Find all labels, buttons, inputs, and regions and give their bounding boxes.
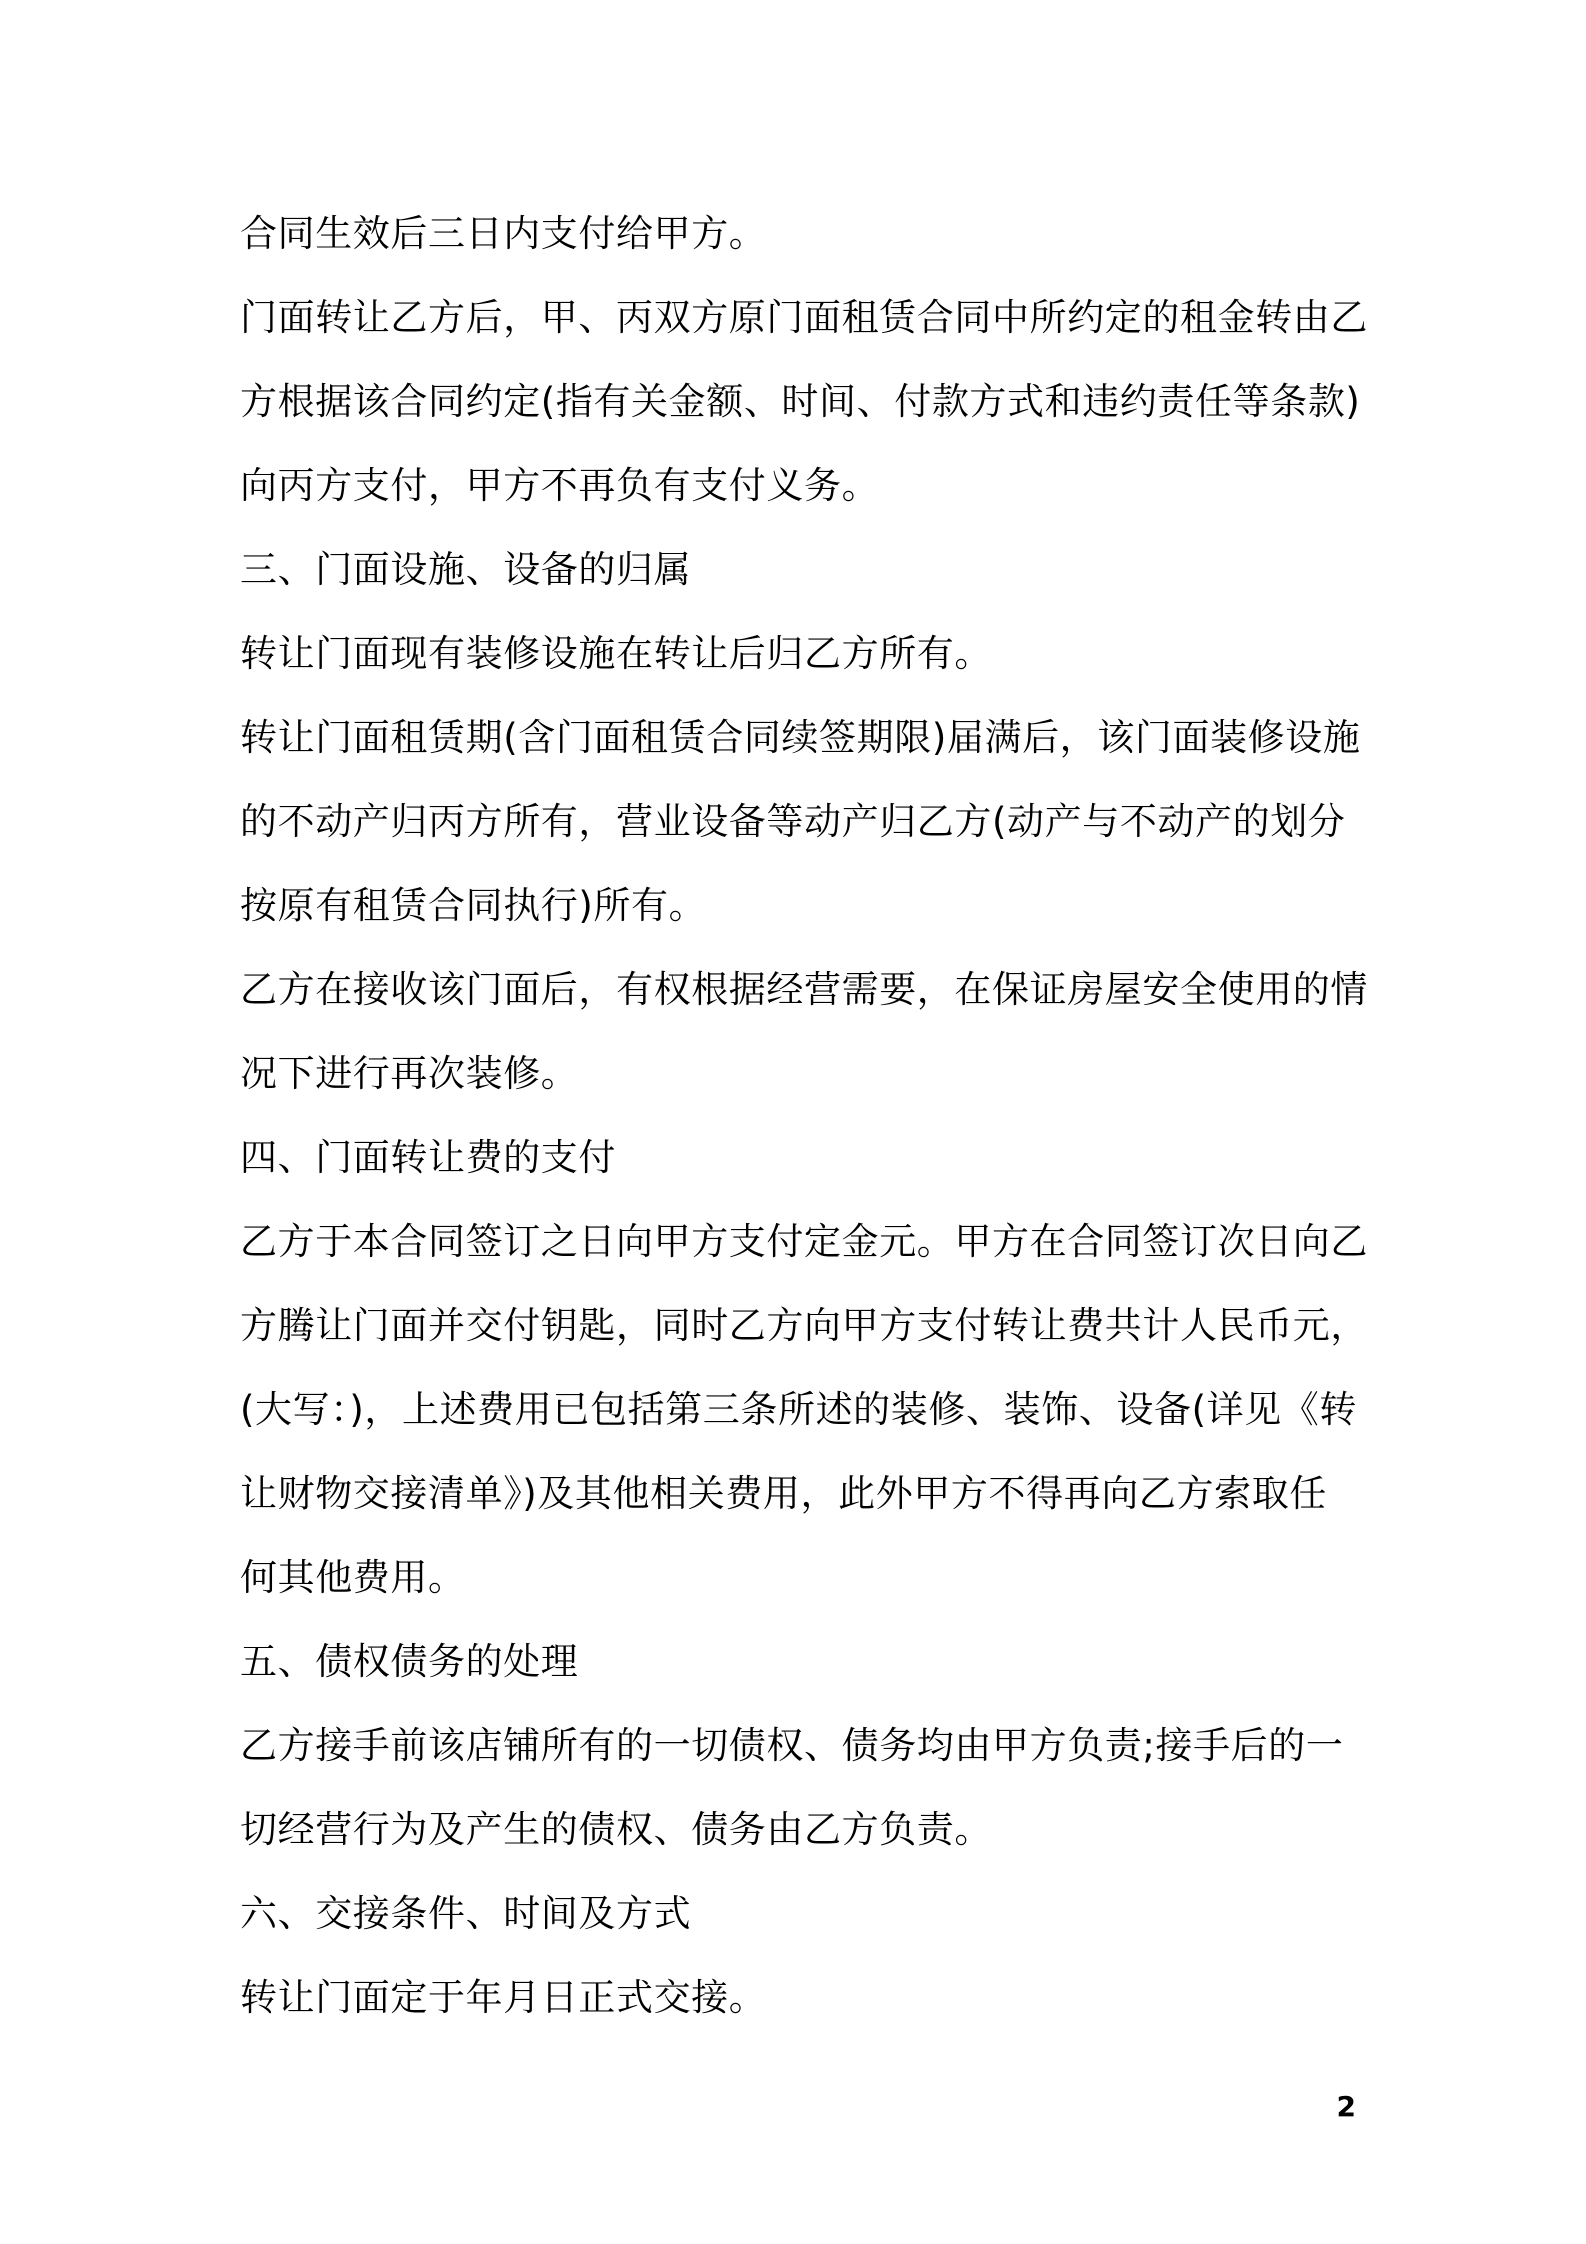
document-body bbox=[240, 192, 1368, 2040]
text-line: 切经营行为及产生的债权、债务由乙方负责。 bbox=[240, 1808, 992, 1851]
text-line: 按原有租赁合同执行)所有。 bbox=[240, 884, 707, 927]
text-line: 向丙方支付，甲方不再负有支付义务。 bbox=[240, 464, 880, 507]
text-line: 何其他费用。 bbox=[240, 1556, 466, 1599]
text-line: 乙方接手前该店铺所有的一切债权、债务均由甲方负责;接手后的一 bbox=[240, 1724, 1344, 1767]
section-heading: 三、门面设施、设备的归属 bbox=[240, 548, 692, 591]
text-line: 乙方于本合同签订之日向甲方支付定金元。甲方在合同签订次日向乙 bbox=[240, 1220, 1368, 1263]
section-heading: 六、交接条件、时间及方式 bbox=[240, 1892, 692, 1935]
text-line: (大写：)，上述费用已包括第三条所述的装修、装饰、设备(详见《转 bbox=[240, 1388, 1358, 1431]
text-line: 让财物交接清单》)及其他相关费用，此外甲方不得再向乙方索取任 bbox=[240, 1472, 1327, 1515]
page-number: 2 bbox=[1336, 2090, 1356, 2123]
text-line: 况下进行再次装修。 bbox=[240, 1052, 579, 1095]
text-line: 方腾让门面并交付钥匙，同时乙方向甲方支付转让费共计人民币元， bbox=[240, 1304, 1368, 1347]
section-heading: 五、债权债务的处理 bbox=[240, 1640, 579, 1683]
text-line: 的不动产归丙方所有，营业设备等动产归乙方(动产与不动产的划分 bbox=[240, 800, 1346, 843]
text-line: 门面转让乙方后，甲、丙双方原门面租赁合同中所约定的租金转由乙 bbox=[240, 296, 1368, 339]
text-line: 转让门面租赁期(含门面租赁合同续签期限)届满后，该门面装修设施 bbox=[240, 716, 1361, 759]
text-line: 乙方在接收该门面后，有权根据经营需要，在保证房屋安全使用的情 bbox=[240, 968, 1368, 1011]
text-line: 合同生效后三日内支付给甲方。 bbox=[240, 212, 767, 255]
section-heading: 四、门面转让费的支付 bbox=[240, 1136, 616, 1179]
text-line: 方根据该合同约定(指有关金额、时间、付款方式和违约责任等条款) bbox=[240, 380, 1361, 423]
text-line: 转让门面定于年月日正式交接。 bbox=[240, 1976, 767, 2019]
text-line: 转让门面现有装修设施在转让后归乙方所有。 bbox=[240, 632, 992, 675]
